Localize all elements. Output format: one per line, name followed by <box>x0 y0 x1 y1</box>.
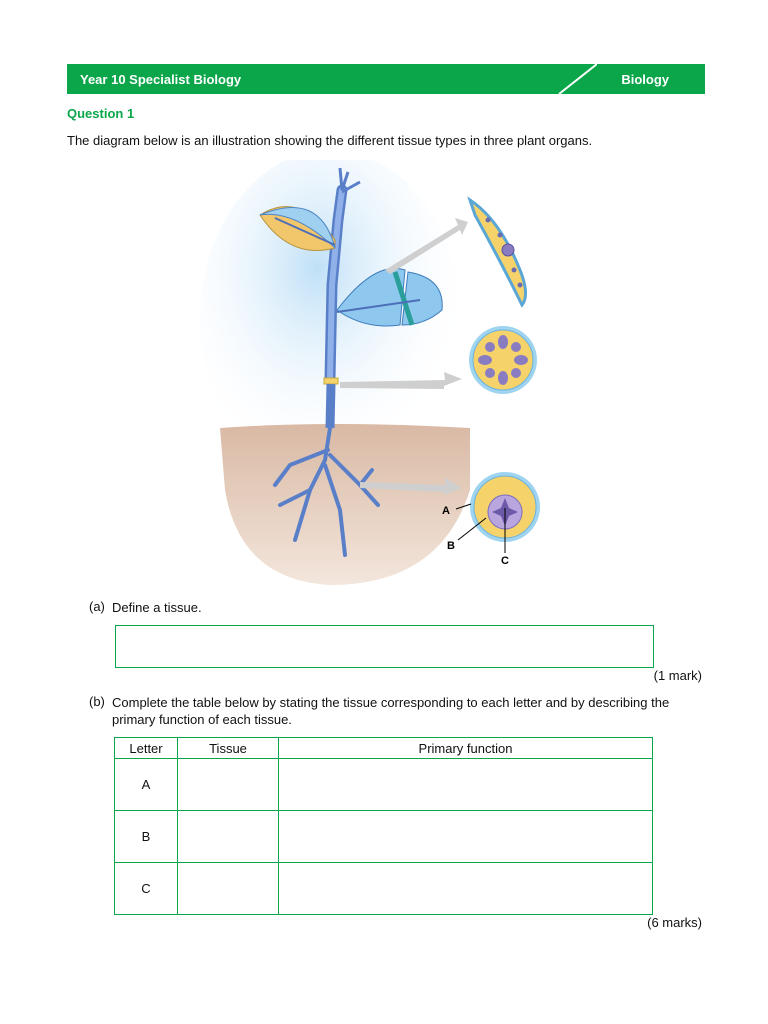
part-a-answer-box[interactable] <box>115 625 654 668</box>
header-letter: Letter <box>115 738 178 759</box>
tissue-answer-cell[interactable] <box>178 811 279 863</box>
header-tissue: Tissue <box>178 738 279 759</box>
row-letter-cell: C <box>115 863 178 915</box>
part-a-marks: (1 mark) <box>653 668 702 683</box>
table-row <box>115 811 653 863</box>
function-answer-cell[interactable] <box>279 863 653 915</box>
subject-label: Biology <box>621 72 669 87</box>
table-row <box>115 759 653 811</box>
part-a-text: Define a tissue. <box>112 600 202 615</box>
plant-tissue-diagram <box>200 160 560 590</box>
part-b-text: Complete the table below by stating the tissue corresponding to each letter and by describing the primary function of each tissue. <box>112 695 670 727</box>
header-primary-function: Primary function <box>279 738 653 759</box>
answer-table <box>114 737 653 915</box>
stem-section-cut <box>324 378 338 384</box>
function-answer-cell[interactable] <box>279 811 653 863</box>
part-b-letter: (b) <box>89 694 105 709</box>
tissue-answer-cell[interactable] <box>178 863 279 915</box>
label-c: C <box>501 555 509 567</box>
function-answer-cell[interactable] <box>279 759 653 811</box>
leaf-cross-section <box>470 200 526 305</box>
label-a: A <box>442 505 450 517</box>
table-header-row <box>115 738 653 759</box>
row-letter-cell: B <box>115 811 178 863</box>
banner-slash-decoration <box>557 64 597 94</box>
course-title: Year 10 Specialist Biology <box>80 72 242 87</box>
part-a-letter: (a) <box>89 599 105 614</box>
stem-cross-section <box>469 326 537 394</box>
tissue-answer-cell[interactable] <box>178 759 279 811</box>
soil-background <box>220 424 470 585</box>
row-letter-cell: A <box>115 759 178 811</box>
header-banner <box>67 64 705 94</box>
part-b-marks: (6 marks) <box>647 915 702 930</box>
question-title: Question 1 <box>67 106 135 121</box>
table-row <box>115 863 653 915</box>
label-b: B <box>447 540 455 552</box>
question-intro: The diagram below is an illustration showing the different tissue types in three plant organs. <box>67 133 593 148</box>
